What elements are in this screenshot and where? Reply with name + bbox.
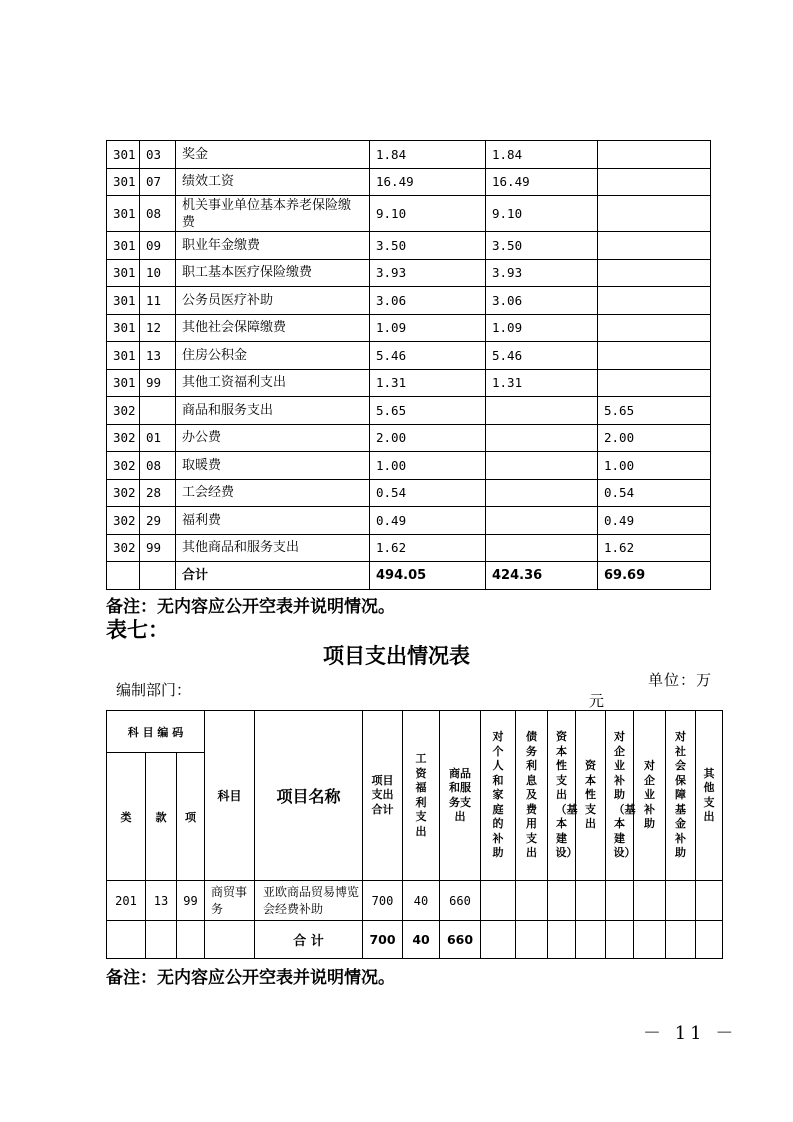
row-lei: 201 — [107, 881, 146, 921]
total-item-cell — [140, 562, 176, 590]
total-row — [107, 562, 711, 590]
total-cell: 1.84 — [370, 141, 486, 169]
note-lower: 备注：无内容应公开空表并说明情况。 — [106, 968, 395, 988]
item-name-cell: 福利费 — [176, 507, 370, 535]
kuan-header: 款 — [146, 753, 177, 881]
project-name-header: 项目名称 — [255, 711, 363, 881]
item-code-cell: 08 — [140, 452, 176, 480]
project-total-header: 项目支出合计 — [363, 711, 403, 881]
social-fund-header: 对社会保障基金补助 — [666, 711, 696, 881]
total-cell: 5.65 — [370, 397, 486, 425]
personnel-cell: 1.84 — [486, 141, 598, 169]
total-cell: 1.00 — [370, 452, 486, 480]
total-empty-cell — [205, 921, 255, 959]
public-cell — [598, 259, 711, 287]
total-label: 合计 — [176, 562, 370, 590]
item-name-cell: 绩效工资 — [176, 168, 370, 196]
total-empty-cell — [146, 921, 177, 959]
personnel-cell — [486, 479, 598, 507]
table-row — [107, 507, 711, 535]
row-empty-cell — [576, 881, 606, 921]
item-code-cell: 28 — [140, 479, 176, 507]
class-code-cell: 301 — [107, 141, 140, 169]
item-code-cell: 09 — [140, 232, 176, 260]
total-empty-cell — [634, 921, 666, 959]
total-amount: 494.05 — [370, 562, 486, 590]
capital-header: 资本性支出 — [576, 711, 606, 881]
personnel-cell — [486, 534, 598, 562]
class-code-cell: 301 — [107, 232, 140, 260]
item-name-cell: 机关事业单位基本养老保险缴费 — [176, 196, 370, 232]
unit-label: 单位：万 — [648, 671, 713, 689]
public-cell: 0.54 — [598, 479, 711, 507]
personnel-cell: 3.06 — [486, 287, 598, 315]
table-row — [107, 232, 711, 260]
individual-subsidy-header: 对个人和家庭的补助 — [481, 711, 516, 881]
total-empty-cell — [666, 921, 696, 959]
total-empty-cell — [516, 921, 548, 959]
personnel-cell: 9.10 — [486, 196, 598, 232]
row-kuan: 13 — [146, 881, 177, 921]
class-code-cell: 302 — [107, 479, 140, 507]
public-cell: 0.49 — [598, 507, 711, 535]
enterprise-header: 对企业补助 — [634, 711, 666, 881]
item-code-cell: 13 — [140, 342, 176, 370]
total-class-cell — [107, 562, 140, 590]
public-cell — [598, 196, 711, 232]
total-empty-cell — [696, 921, 723, 959]
personnel-cell: 16.49 — [486, 168, 598, 196]
row-empty-cell — [606, 881, 634, 921]
class-code-cell: 301 — [107, 369, 140, 397]
public-cell: 2.00 — [598, 424, 711, 452]
project-total-goods: 660 — [440, 921, 481, 959]
total-empty-cell — [576, 921, 606, 959]
row-empty-cell — [696, 881, 723, 921]
table-row — [107, 342, 711, 370]
personnel-cell — [486, 397, 598, 425]
item-name-cell: 公务员医疗补助 — [176, 287, 370, 315]
row-subject: 商贸事务 — [205, 881, 255, 921]
total-empty-cell — [107, 921, 146, 959]
subject-header: 科目 — [205, 711, 255, 881]
item-name-cell: 住房公积金 — [176, 342, 370, 370]
class-code-cell: 301 — [107, 287, 140, 315]
table-row — [107, 424, 711, 452]
unit-label-2: 元 — [589, 692, 605, 710]
page-number: － 11 － — [643, 1023, 738, 1044]
personnel-cell — [486, 452, 598, 480]
table-row — [107, 287, 711, 315]
row-empty-cell — [666, 881, 696, 921]
total-cell: 3.93 — [370, 259, 486, 287]
section-title: 项目支出情况表 — [323, 644, 470, 668]
class-code-cell: 301 — [107, 196, 140, 232]
item-code-cell: 29 — [140, 507, 176, 535]
total-cell: 5.46 — [370, 342, 486, 370]
public-cell — [598, 168, 711, 196]
table-row — [107, 369, 711, 397]
capital-basic-header: 资本性支出（基本建设） — [548, 711, 576, 881]
table-row — [107, 141, 711, 169]
public-cell — [598, 141, 711, 169]
item-name-cell: 职业年金缴费 — [176, 232, 370, 260]
personnel-cell: 3.93 — [486, 259, 598, 287]
table-row — [107, 479, 711, 507]
item-name-cell: 取暖费 — [176, 452, 370, 480]
item-name-cell: 其他工资福利支出 — [176, 369, 370, 397]
total-cell: 1.31 — [370, 369, 486, 397]
public-cell: 5.65 — [598, 397, 711, 425]
total-personnel: 424.36 — [486, 562, 598, 590]
public-cell — [598, 369, 711, 397]
other-header: 其他支出 — [696, 711, 723, 881]
section-label: 表七： — [106, 618, 169, 642]
item-code-cell: 08 — [140, 196, 176, 232]
total-empty-cell — [548, 921, 576, 959]
personnel-cell — [486, 507, 598, 535]
table-row — [107, 196, 711, 232]
item-name-cell: 职工基本医疗保险缴费 — [176, 259, 370, 287]
table-row — [107, 452, 711, 480]
row-empty-cell — [548, 881, 576, 921]
table-row — [107, 259, 711, 287]
item-code-cell: 12 — [140, 314, 176, 342]
row-empty-cell — [481, 881, 516, 921]
total-cell: 2.00 — [370, 424, 486, 452]
row-project-total: 700 — [363, 881, 403, 921]
item-name-cell: 工会经费 — [176, 479, 370, 507]
personnel-cell: 1.09 — [486, 314, 598, 342]
total-cell: 16.49 — [370, 168, 486, 196]
total-cell: 9.10 — [370, 196, 486, 232]
item-code-cell: 99 — [140, 534, 176, 562]
row-xiang: 99 — [177, 881, 205, 921]
total-cell: 3.06 — [370, 287, 486, 315]
total-cell: 1.62 — [370, 534, 486, 562]
row-empty-cell — [516, 881, 548, 921]
personnel-cell — [486, 424, 598, 452]
total-cell: 3.50 — [370, 232, 486, 260]
project-total-row — [107, 921, 723, 959]
class-code-cell: 301 — [107, 314, 140, 342]
total-empty-cell — [177, 921, 205, 959]
item-name-cell: 商品和服务支出 — [176, 397, 370, 425]
personnel-cell: 3.50 — [486, 232, 598, 260]
class-code-cell: 302 — [107, 397, 140, 425]
class-code-cell: 301 — [107, 168, 140, 196]
project-expenditure-table — [106, 710, 723, 959]
total-public: 69.69 — [598, 562, 711, 590]
public-cell — [598, 314, 711, 342]
class-code-cell: 302 — [107, 507, 140, 535]
dept-label: 编制部门： — [116, 681, 192, 699]
total-empty-cell — [481, 921, 516, 959]
row-goods: 660 — [440, 881, 481, 921]
project-total-label: 合 计 — [255, 921, 363, 959]
row-wages: 40 — [403, 881, 440, 921]
basic-expenditure-table-continued — [106, 140, 711, 590]
total-cell: 0.49 — [370, 507, 486, 535]
item-code-cell: 11 — [140, 287, 176, 315]
public-cell — [598, 232, 711, 260]
class-code-cell: 302 — [107, 452, 140, 480]
goods-header: 商品和服务支出 — [440, 711, 481, 881]
total-cell: 0.54 — [370, 479, 486, 507]
total-empty-cell — [606, 921, 634, 959]
item-name-cell: 办公费 — [176, 424, 370, 452]
item-code-cell: 01 — [140, 424, 176, 452]
table-row — [107, 397, 711, 425]
item-code-cell: 99 — [140, 369, 176, 397]
class-code-cell: 301 — [107, 342, 140, 370]
item-code-cell: 10 — [140, 259, 176, 287]
project-total-wages: 40 — [403, 921, 440, 959]
public-cell — [598, 342, 711, 370]
table-row — [107, 314, 711, 342]
public-cell — [598, 287, 711, 315]
personnel-cell: 5.46 — [486, 342, 598, 370]
class-code-cell: 302 — [107, 534, 140, 562]
public-cell: 1.62 — [598, 534, 711, 562]
table-row — [107, 881, 723, 921]
table-row — [107, 168, 711, 196]
item-code-cell: 07 — [140, 168, 176, 196]
wages-header: 工资福利支出 — [403, 711, 440, 881]
table-row — [107, 534, 711, 562]
note-upper: 备注：无内容应公开空表并说明情况。 — [106, 597, 395, 617]
item-name-cell: 其他社会保障缴费 — [176, 314, 370, 342]
row-empty-cell — [634, 881, 666, 921]
subject-code-header: 科 目 编 码 — [107, 711, 205, 753]
personnel-cell: 1.31 — [486, 369, 598, 397]
item-code-cell — [140, 397, 176, 425]
class-code-cell: 302 — [107, 424, 140, 452]
item-code-cell: 03 — [140, 141, 176, 169]
total-cell: 1.09 — [370, 314, 486, 342]
enterprise-basic-header: 对企业补助（基本建设） — [606, 711, 634, 881]
xiang-header: 项 — [177, 753, 205, 881]
class-code-cell: 301 — [107, 259, 140, 287]
project-total-amount: 700 — [363, 921, 403, 959]
public-cell: 1.00 — [598, 452, 711, 480]
item-name-cell: 其他商品和服务支出 — [176, 534, 370, 562]
debt-interest-header: 债务利息及费用支出 — [516, 711, 548, 881]
row-project-name: 亚欧商品贸易博览会经费补助 — [255, 881, 363, 921]
item-name-cell: 奖金 — [176, 141, 370, 169]
lei-header: 类 — [107, 753, 146, 881]
